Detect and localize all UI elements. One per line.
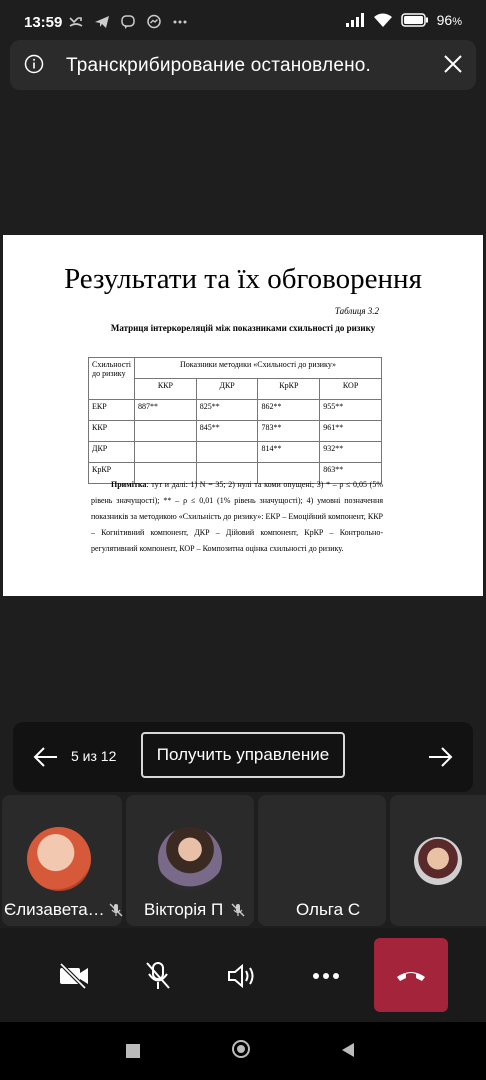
table-corner-cell: Схильності до ризику [89, 358, 135, 400]
signal-icon [345, 12, 365, 28]
participant-name: Ольга С [296, 900, 361, 919]
matrix-title: Матриця інтеркореляцій між показниками схильності до ризику [110, 323, 376, 333]
table-cell: 783** [258, 421, 320, 442]
hang-up-button[interactable] [374, 938, 448, 1012]
participant-tile[interactable] [390, 795, 486, 926]
camera-off-button[interactable] [46, 948, 102, 1004]
mic-off-icon [108, 902, 124, 918]
table-cell: 887** [135, 400, 197, 421]
speaker-icon [227, 963, 257, 989]
home-icon[interactable] [232, 1040, 250, 1058]
microphone-off-icon [144, 961, 172, 991]
mic-off-button[interactable] [130, 948, 186, 1004]
page-counter: 5 из 12 [71, 748, 117, 764]
row-label: КрКР [89, 463, 135, 484]
more-dots-icon [312, 972, 340, 980]
camera-off-icon [58, 963, 90, 989]
mic-off-icon [230, 902, 246, 918]
shared-slide [3, 235, 483, 596]
viber-icon [120, 14, 136, 30]
table-group-header: Показники методики «Схильності до ризику» [135, 358, 382, 379]
slide-title: Результати та їх обговорення [64, 263, 422, 295]
avatar [27, 827, 91, 891]
more-options-button[interactable] [298, 948, 354, 1004]
transcription-banner [10, 40, 476, 90]
call-controls [0, 928, 486, 1022]
column-header: ККР [135, 379, 197, 400]
telegram-icon [94, 14, 110, 30]
arrow-left-icon[interactable] [33, 744, 59, 770]
table-cell: 825** [196, 400, 258, 421]
take-control-button[interactable]: Получить управление [141, 732, 345, 778]
participant-name: Єлизавета… [4, 900, 105, 919]
status-time: 13:59 [24, 14, 63, 31]
table-cell: 961** [320, 421, 382, 442]
correlation-table [88, 357, 382, 484]
note-label: Примітка [111, 480, 147, 489]
system-navigation-bar [0, 1022, 486, 1080]
avatar [414, 837, 462, 885]
wifi-icon [373, 12, 393, 28]
table-cell: 814** [258, 442, 320, 463]
avatar [158, 827, 222, 891]
notification-icons [68, 14, 188, 30]
table-cell: 863** [320, 463, 382, 484]
recent-apps-icon[interactable] [126, 1044, 140, 1058]
participant-tile[interactable] [2, 795, 122, 926]
banner-text: Транскрибирование остановлено. [66, 55, 372, 76]
info-icon [24, 54, 44, 74]
table-cell: 862** [258, 400, 320, 421]
table-cell: 955** [320, 400, 382, 421]
column-header: КОР [320, 379, 382, 400]
table-row [89, 421, 382, 442]
status-right [345, 12, 462, 28]
speaker-button[interactable] [214, 948, 270, 1004]
hang-up-icon [395, 967, 427, 983]
table-cell: 845** [196, 421, 258, 442]
column-header: КрКР [258, 379, 320, 400]
table-cell [135, 442, 197, 463]
table-cell: 932** [320, 442, 382, 463]
note-text: : тут и далі: 1) N = 35; 2) нулі та коми опущені; 3) * – ρ ≤ 0,05 (5% рівень значущості); ** – ρ ≤ 0,01 (1% рівень значущості); 4) умовні позначення показників за методикою «Схильність до ризику»: ЕКР – Емоційний компонент, ККР – Когнітивний компонент, ДКР – Дійовий компонент, КрКР – Контрольно-регулятивний компонент, КОР – Композитна оцінка схильності до ризику. [91, 480, 383, 553]
more-dots-icon [172, 14, 188, 30]
row-label: ДКР [89, 442, 135, 463]
arrow-right-icon[interactable] [427, 744, 453, 770]
participant-tile[interactable] [258, 795, 386, 926]
messenger-icon [146, 14, 162, 30]
participant-tile[interactable] [126, 795, 254, 926]
presentation-navbar [13, 722, 473, 792]
close-icon[interactable] [442, 53, 464, 75]
table-note [91, 477, 383, 557]
participant-name: Вікторія П [144, 900, 224, 919]
battery-percent: 96% [436, 12, 462, 28]
battery-icon [401, 13, 429, 27]
back-icon[interactable] [340, 1042, 356, 1058]
table-row [89, 400, 382, 421]
table-cell [135, 421, 197, 442]
table-cell [196, 442, 258, 463]
column-header: ДКР [196, 379, 258, 400]
table-number: Таблиця 3.2 [334, 306, 379, 316]
row-label: ЕКР [89, 400, 135, 421]
missed-call-icon [68, 14, 84, 30]
row-label: ККР [89, 421, 135, 442]
table-row [89, 442, 382, 463]
